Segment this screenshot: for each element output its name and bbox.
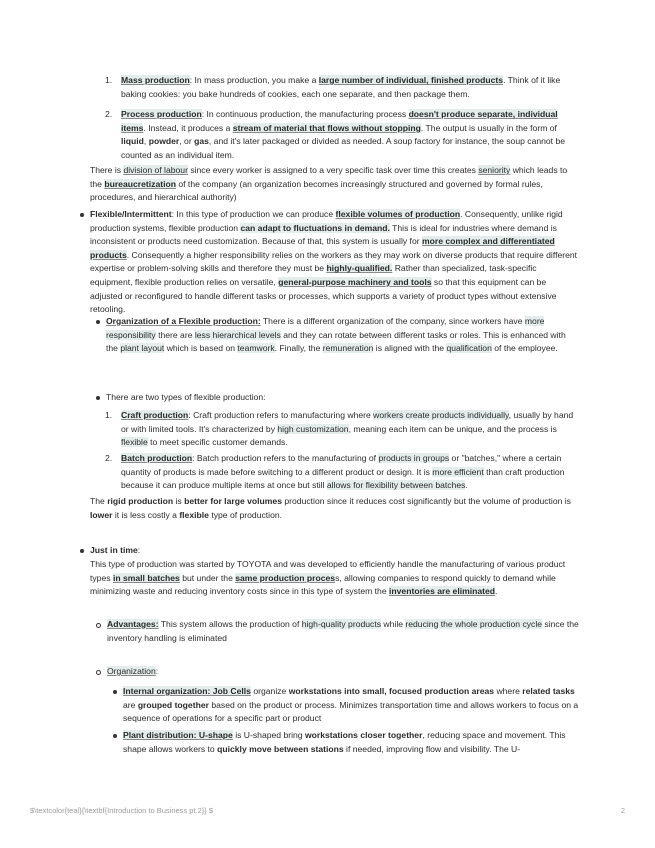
list-number: 1. — [105, 75, 113, 85]
bullet — [96, 396, 100, 400]
advantages-paragraph: Advantages: This system allows the production of high-quality products while reducing the whole production cycle since the inventory handling is eliminated — [107, 619, 579, 643]
term-mass-production: Mass production — [121, 75, 190, 85]
jit-heading: Just in time: — [90, 545, 141, 555]
page-number: 2 — [620, 806, 625, 816]
bullet — [80, 549, 84, 553]
craft-production-item: Craft production: Craft production refers to manufacturing where workers create products individually, usually by hand or with limited tools. It's characterized by high customization, meaning each item can be unique, and the process is flexible to meet specific customer demands. — [121, 410, 574, 448]
u-shape-paragraph: Plant distribution: U-shape is U-shaped bring workstations closer together, reducing space and movement. This shape allows workers to quickly move between stations if needed, improving flow and visibility. The U- — [123, 730, 566, 754]
circle-bullet — [96, 623, 101, 628]
flexible-production-paragraph: Flexible/Intermittent: In this type of production we can produce flexible volumes of production. Consequently, unlike rigid production systems, flexible production can adapt to fluctuations in demand. This is ideal for industries where demand is inconsistent or products need customization. Because of that, this system is usually for more complex and differentiated products. Consequently a higher responsibility relies on the workers as they may work on diverse products that require different expertise or problem-solving skills and therefore they must be highly-qualified. Rather than specialized, task-specific equipment, flexible production relies on versatile, general-purpose machinery and tools so that this equipment can be adjusted or reconfigured to handle different tasks or processes, which supports a variety of product types without extensive retooling. — [90, 209, 578, 315]
mass-production-item: Mass production: In mass production, you make a large number of individual, finished products. Think of it like baking cookies: you bake hundreds of cookies, each one separate, and then package them. — [121, 75, 561, 99]
jit-paragraph: This type of production was started by TOYOTA and was developed to efficiently handle the manufacturing of various product types in small batches but under the same production process, allowing companies to respond quickly to demand while minimizing waste and reducing inventory costs since in this type of system the inventories are eliminated. — [90, 559, 566, 597]
bullet — [80, 213, 84, 217]
two-types-line: There are two types of flexible production: — [106, 392, 266, 402]
list-number: 1. — [105, 410, 113, 420]
organization-heading: Organization: — [107, 666, 159, 676]
division-of-labour-paragraph: There is division of labour since every worker is assigned to a very specific task over time this creates seniority which leads to the bureaucretization of the company (an organization becomes increasingly structured and governed by formal rules, procedures, and hierarchical authority) — [90, 165, 568, 203]
process-production-item: Process production: In continuous production, the manufacturing process doesn't produce separate, individual items. Instead, it produces a stream of material that flows without stopping. The output is usually in the form of liquid, powder, or gas, and it's later packaged or divided as needed. A soup factory for instance, the soup cannot be counted as an individual item. — [121, 109, 566, 160]
bullet — [113, 734, 117, 738]
list-number: 2. — [105, 453, 113, 463]
term-process-production: Process production — [121, 109, 202, 119]
batch-production-item: Batch production: Batch production refers to the manufacturing of products in groups or "batches," where a certain quantity of products is made before switching to a different product or design. It is more efficient than craft production because it can produce multiple items at once but still allows for flexibility between batches. — [121, 453, 565, 491]
org-flexible-paragraph: Organization of a Flexible production: There is a different organization of the company, since workers have more responsibility there are less hierarchical levels and they can rotate between different tasks or roles. This is enhanced with the plant layout which is based on teamwork. Finally, the remuneration is aligned with the qualification of the employee. — [106, 316, 566, 354]
bullet — [96, 320, 100, 324]
bullet — [113, 690, 117, 694]
footer-text: $\textcolor{teal}{\textbf{Introduction to Business pt.2}} $ — [30, 806, 214, 816]
list-number: 2. — [105, 109, 113, 119]
job-cells-paragraph: Internal organization: Job Cells organize workstations into small, focused production areas where related tasks are grouped together based on the product or process. Minimizes transportation time and allows workers to focus on a sequence of operations for a specific part or product — [123, 686, 579, 724]
rigid-paragraph: The rigid production is better for large volumes production since it reduces cost significantly but the volume of production is lower it is less costly a flexible type of production. — [90, 496, 571, 520]
circle-bullet — [96, 670, 101, 675]
term-flexible: Flexible/Intermittent — [90, 209, 172, 219]
